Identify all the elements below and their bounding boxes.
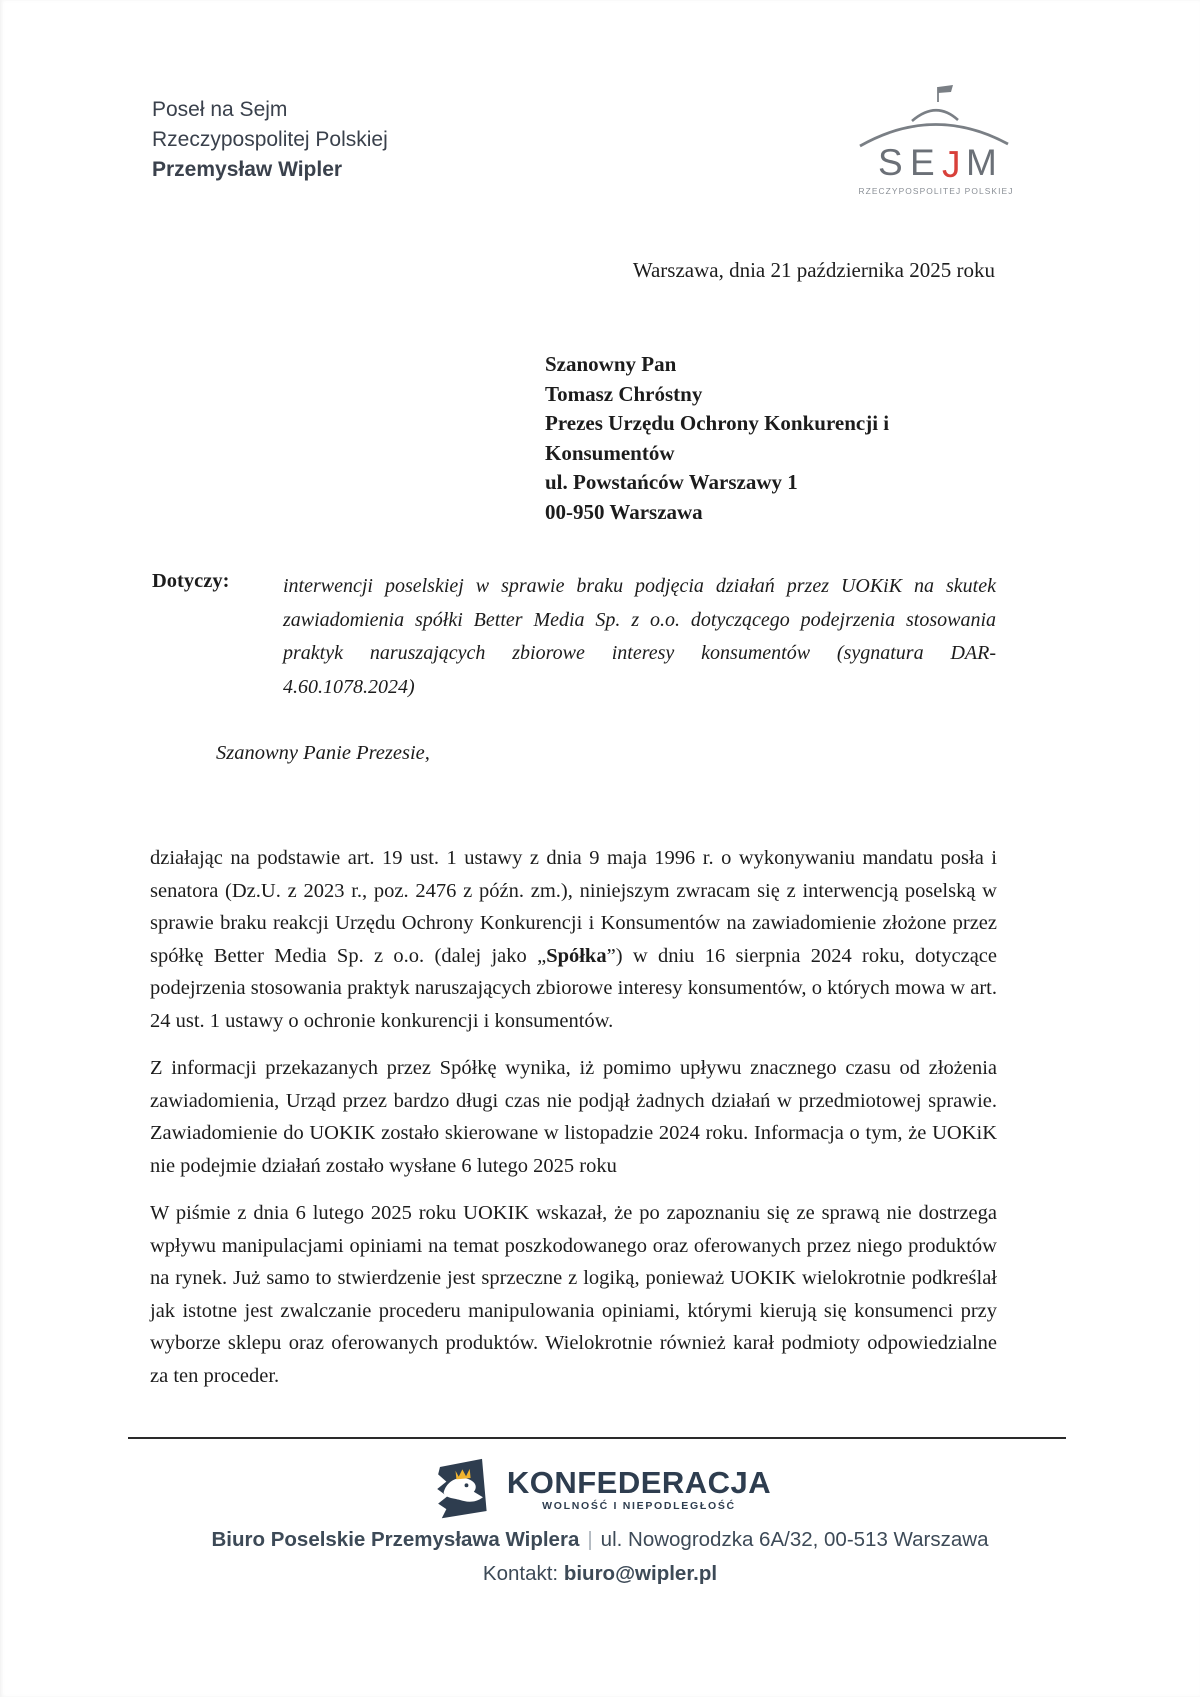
recipient-line: Szanowny Pan [545, 352, 677, 376]
konfederacja-tagline: WOLNOŚĆ I NIEPODLEGŁOŚĆ [542, 1499, 736, 1512]
recipient-line: Konsumentów [545, 440, 675, 465]
footer-office-line [0, 1528, 1200, 1552]
body-paragraph-2: Z informacji przekazanych przez Spółkę wynika, iż pomimo upływu znacznego czasu od złożenia zawiadomienia, Urząd przez bardzo długi czas nie podjął żadnych działań w przedmiotowej sprawie. Zawiadomienie do UOKIK zostało skierowane w listopadzie 2024 roku. Informacja o tym, że UOKiK nie podejmie działań zostało wysłane 6 lutego 2025 roku [150, 1057, 997, 1177]
sejm-caption: RZECZYPOSPOLITEJ POLSKIEJ [858, 186, 1014, 196]
recipient-line: ul. Powstańców Warszawy 1 [545, 470, 798, 494]
body-paragraph-1 [150, 842, 997, 1037]
footer-contact-line [0, 1562, 1200, 1586]
sejm-dome-icon [860, 110, 1008, 146]
paragraph-text: ”) w dniu 16 sierpnia 2024 roku, dotyczące podejrzenia stosowania praktyk naruszających zbiorowe interesy konsumentów, o których mowa w art. 24 ust. 1 ustawy o ochronie konkurencji i konsumentów. [150, 944, 997, 1032]
company-name-bold: Spółka [546, 944, 607, 967]
recipient-block [545, 350, 975, 527]
sejm-letter-m: M [966, 142, 997, 183]
konfederacja-eagle-icon [429, 1455, 493, 1523]
sender-block [152, 95, 388, 185]
footer-divider [128, 1437, 1066, 1439]
paragraph-text: działając na podstawie art. 19 ust. 1 ustawy z dnia 9 maja 1996 r. o wykonywaniu mandatu posła i senatora (Dz.U. z 2023 r., poz. 2476 z późn. zm.), niniejszym zwracam się z interwencją poselską w sprawie braku reakcji Urzędu Ochrony Konkurencji i Konsumentów na zawiadomienie złożone przez spółkę Better Media Sp. z o.o. (dalej jako „ [150, 847, 997, 967]
body-paragraph-3: W piśmie z dnia 6 lutego 2025 roku UOKIK wskazał, że po zapoznaniu się ze sprawą nie dostrzega wpływu manipulacjami opiniami na temat poszkodowanego oraz oferowanych przez niego produktów na rynek. Już samo to stwierdzenie jest sprzeczne z logiką, ponieważ UOKIK wielokrotnie podkreślał jak istotne jest zwalczanie procederu manipulowania opiniami, którymi kierują się konsumenci przy wyborze sklepu oraz oferowanych produktów. Wielokrotnie również karał podmioty odpowiedzialne za ten proceder. [150, 1202, 997, 1387]
footer-contact-label: Kontakt: [482, 1562, 559, 1585]
subject-label: Dotyczy: [152, 570, 230, 592]
konfederacja-name: KONFEDERACJA [506, 1464, 772, 1500]
sender-line-country: Rzeczypospolitej Polskiej [152, 128, 388, 151]
sejm-flag-icon [938, 85, 953, 102]
footer-address: ul. Nowogrodzka 6A/32, 00-513 Warszawa [600, 1528, 989, 1551]
footer-office-name: Biuro Poselskie Przemysława Wiplera [211, 1528, 580, 1551]
footer-separator: | [587, 1528, 593, 1551]
sender-line-name: Przemysław Wipler [152, 158, 343, 181]
recipient-line: Prezes Urzędu Ochrony Konkurencji i [545, 411, 890, 435]
sejm-logo [852, 84, 1017, 202]
subject-text: interwencji poselskiej w sprawie braku podjęcia działań przez UOKiK na skutek zawiadomienia spółki Better Media Sp. z o.o. dotyczącego podejrzenia stosowania praktyk naruszających zbiorowe interesy konsumentów (sygnatura DAR-4.60.1078.2024) [283, 575, 996, 698]
recipient-line: Tomasz Chróstny [545, 381, 703, 406]
recipient-line: 00-950 Warszawa [545, 499, 703, 524]
sender-line-role: Poseł na Sejm [152, 98, 288, 121]
salutation: Szanowny Panie Prezesie, [216, 742, 430, 764]
sejm-letter-e: E [910, 142, 935, 183]
konfederacja-logo [0, 1455, 1200, 1523]
dateline: Warszawa, dnia 21 października 2025 roku [632, 258, 995, 282]
sejm-letter-j: J [942, 144, 961, 185]
sejm-letter-s: S [878, 142, 903, 183]
footer-contact-email: biuro@wipler.pl [563, 1562, 718, 1585]
konfederacja-text-block [506, 1464, 772, 1512]
letter-body [150, 842, 997, 1407]
